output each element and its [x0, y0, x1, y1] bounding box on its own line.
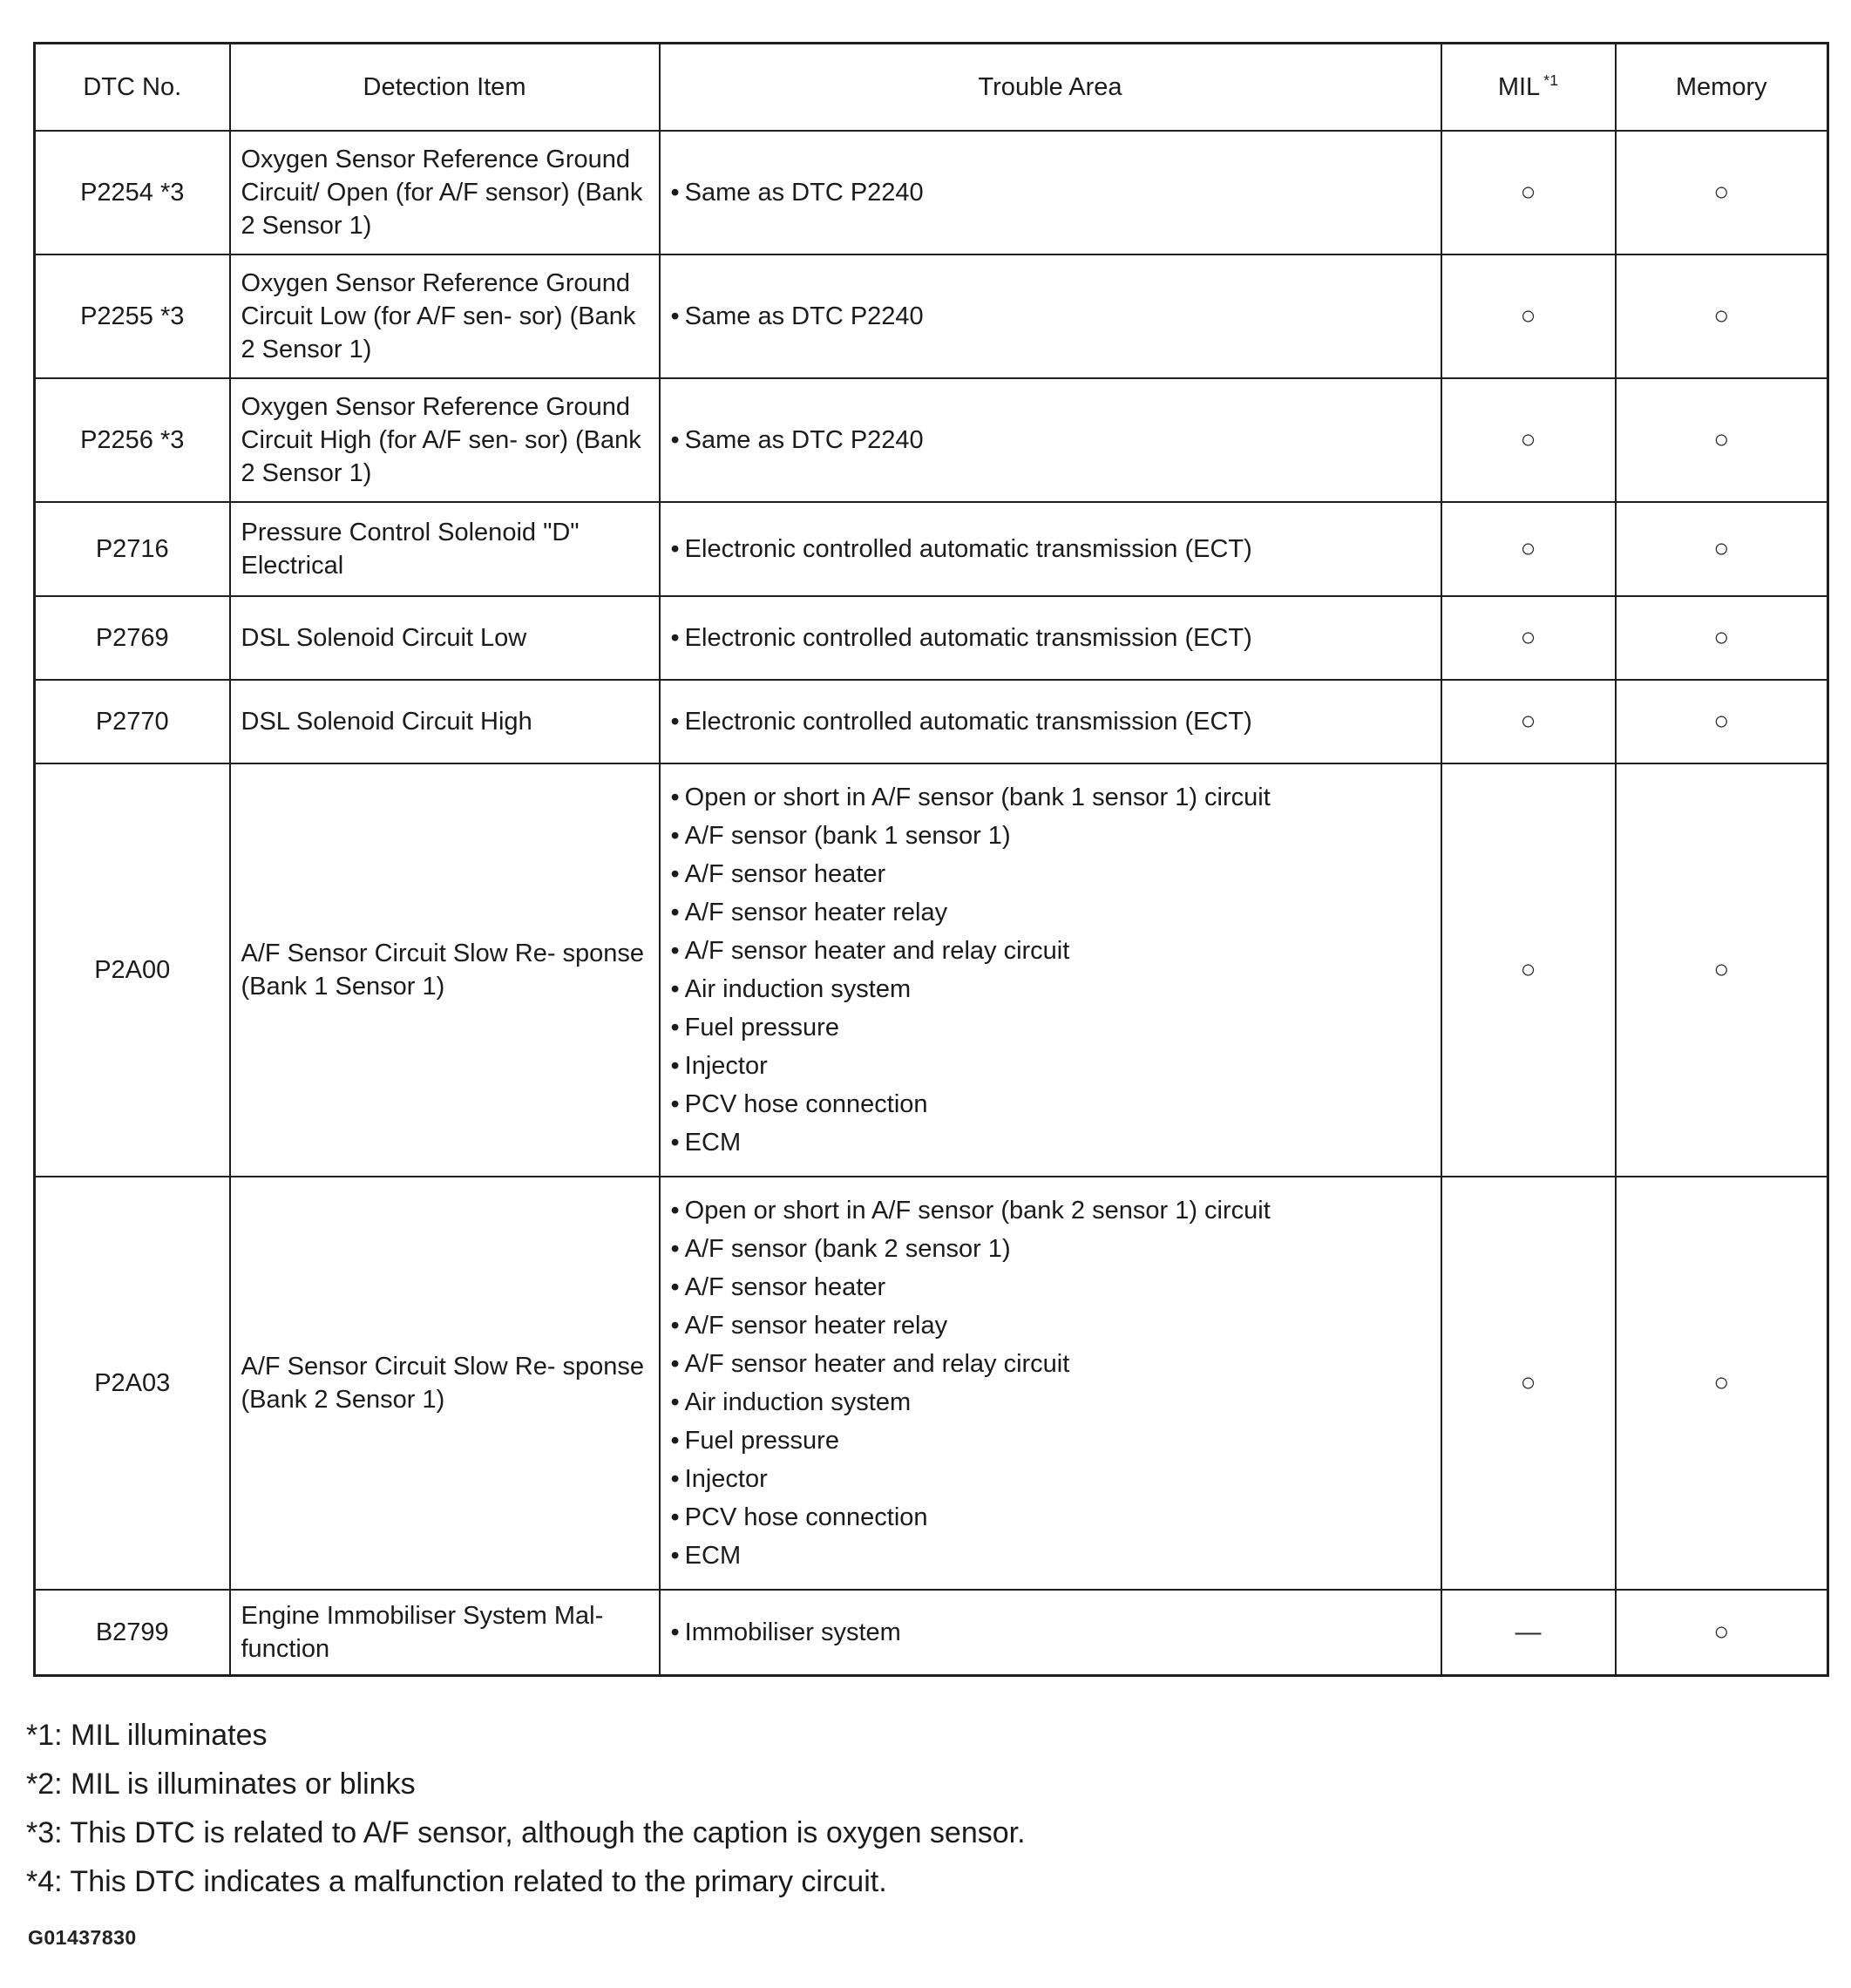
table-header-row [35, 44, 1828, 132]
trouble-item: • A/F sensor (bank 2 sensor 1) [671, 1230, 1430, 1268]
dtc-code: P2A03 [35, 1177, 230, 1590]
table-row [35, 1590, 1828, 1676]
mil-indicator: ○ [1441, 1177, 1616, 1590]
header-mil-label: MIL [1497, 73, 1541, 101]
dtc-code: P2255 *3 [35, 254, 230, 378]
trouble-item: • Immobiliser system [671, 1613, 1430, 1652]
trouble-area [660, 680, 1441, 763]
table-row [35, 680, 1828, 763]
trouble-area [660, 131, 1441, 254]
trouble-item: • A/F sensor (bank 1 sensor 1) [671, 817, 1430, 855]
memory-indicator: ○ [1616, 378, 1828, 502]
memory-indicator: ○ [1616, 596, 1828, 680]
trouble-item: • A/F sensor heater [671, 855, 1430, 893]
trouble-item: • Injector [671, 1460, 1430, 1498]
trouble-item: • ECM [671, 1537, 1430, 1575]
trouble-item: • Air induction system [671, 1383, 1430, 1421]
trouble-item: • Electronic controlled automatic transmission (ECT) [671, 619, 1430, 657]
trouble-item: • Same as DTC P2240 [671, 297, 1430, 336]
detection-item: Oxygen Sensor Reference Ground Circuit/ Open (for A/F sensor) (Bank 2 Sensor 1) [230, 131, 660, 254]
detection-item: A/F Sensor Circuit Slow Re- sponse (Bank 2 Sensor 1) [230, 1177, 660, 1590]
footnote-3: *3: This DTC is related to A/F sensor, although the caption is oxygen sensor. [26, 1816, 1026, 1849]
table-row [35, 378, 1828, 502]
trouble-area [660, 254, 1441, 378]
mil-indicator: ○ [1441, 763, 1616, 1177]
trouble-item: • Same as DTC P2240 [671, 421, 1430, 459]
dtc-code: P2256 *3 [35, 378, 230, 502]
mil-indicator: ○ [1441, 254, 1616, 378]
trouble-item: • PCV hose connection [671, 1085, 1430, 1123]
memory-indicator: ○ [1616, 680, 1828, 763]
trouble-item: • A/F sensor heater relay [671, 1306, 1430, 1345]
trouble-area [660, 502, 1441, 596]
detection-item: Pressure Control Solenoid "D" Electrical [230, 502, 660, 596]
detection-item: Oxygen Sensor Reference Ground Circuit Low (for A/F sen- sor) (Bank 2 Sensor 1) [230, 254, 660, 378]
mil-indicator: ○ [1441, 378, 1616, 502]
table-row [35, 1177, 1828, 1590]
dtc-code: B2799 [35, 1590, 230, 1676]
trouble-item: • Same as DTC P2240 [671, 173, 1430, 212]
mil-indicator: ○ [1441, 131, 1616, 254]
memory-indicator: ○ [1616, 1177, 1828, 1590]
mil-indicator: — [1441, 1590, 1616, 1676]
detection-item: A/F Sensor Circuit Slow Re- sponse (Bank 1 Sensor 1) [230, 763, 660, 1177]
trouble-item: • Fuel pressure [671, 1008, 1430, 1047]
trouble-area [660, 763, 1441, 1177]
table-row [35, 763, 1828, 1177]
detection-item: Engine Immobiliser System Mal- function [230, 1590, 660, 1676]
mil-indicator: ○ [1441, 502, 1616, 596]
trouble-area [660, 378, 1441, 502]
dtc-code: P2A00 [35, 763, 230, 1177]
trouble-item: • Fuel pressure [671, 1421, 1430, 1460]
memory-indicator: ○ [1616, 131, 1828, 254]
footnote-1: *1: MIL illuminates [26, 1719, 268, 1752]
memory-indicator: ○ [1616, 502, 1828, 596]
memory-indicator: ○ [1616, 1590, 1828, 1676]
trouble-item: • A/F sensor heater [671, 1268, 1430, 1306]
header-mil [1441, 44, 1616, 132]
table-row [35, 502, 1828, 596]
mil-indicator: ○ [1441, 596, 1616, 680]
header-trouble-area: Trouble Area [660, 44, 1441, 132]
memory-indicator: ○ [1616, 254, 1828, 378]
trouble-item: • Open or short in A/F sensor (bank 1 sensor 1) circuit [671, 778, 1430, 817]
figure-code: G01437830 [28, 1926, 137, 1949]
trouble-area [660, 1177, 1441, 1590]
detection-item: DSL Solenoid Circuit Low [230, 596, 660, 680]
trouble-item: • PCV hose connection [671, 1498, 1430, 1537]
trouble-item: • Electronic controlled automatic transmission (ECT) [671, 530, 1430, 568]
dtc-code: P2254 *3 [35, 131, 230, 254]
dtc-code: P2716 [35, 502, 230, 596]
header-mil-footnote-ref: *1 [1543, 71, 1559, 90]
trouble-area [660, 1590, 1441, 1676]
trouble-area [660, 596, 1441, 680]
dtc-code: P2769 [35, 596, 230, 680]
dtc-table [33, 42, 1829, 1677]
footnote-2: *2: MIL is illuminates or blinks [26, 1767, 416, 1801]
table-row [35, 131, 1828, 254]
trouble-item: • A/F sensor heater and relay circuit [671, 1345, 1430, 1383]
detection-item: Oxygen Sensor Reference Ground Circuit High (for A/F sen- sor) (Bank 2 Sensor 1) [230, 378, 660, 502]
mil-indicator: ○ [1441, 680, 1616, 763]
header-detection-item: Detection Item [230, 44, 660, 132]
memory-indicator: ○ [1616, 763, 1828, 1177]
trouble-item: • Electronic controlled automatic transmission (ECT) [671, 702, 1430, 741]
table-row [35, 596, 1828, 680]
header-dtc-no: DTC No. [35, 44, 230, 132]
trouble-item: • A/F sensor heater and relay circuit [671, 932, 1430, 970]
header-memory: Memory [1616, 44, 1828, 132]
table-row [35, 254, 1828, 378]
detection-item: DSL Solenoid Circuit High [230, 680, 660, 763]
footnotes-block [26, 1713, 1851, 1903]
footnote-4: *4: This DTC indicates a malfunction related to the primary circuit. [26, 1865, 887, 1898]
trouble-item: • ECM [671, 1123, 1430, 1162]
trouble-item: • Air induction system [671, 970, 1430, 1008]
trouble-item: • Injector [671, 1047, 1430, 1085]
trouble-item: • A/F sensor heater relay [671, 893, 1430, 932]
trouble-item: • Open or short in A/F sensor (bank 2 sensor 1) circuit [671, 1191, 1430, 1230]
dtc-code: P2770 [35, 680, 230, 763]
